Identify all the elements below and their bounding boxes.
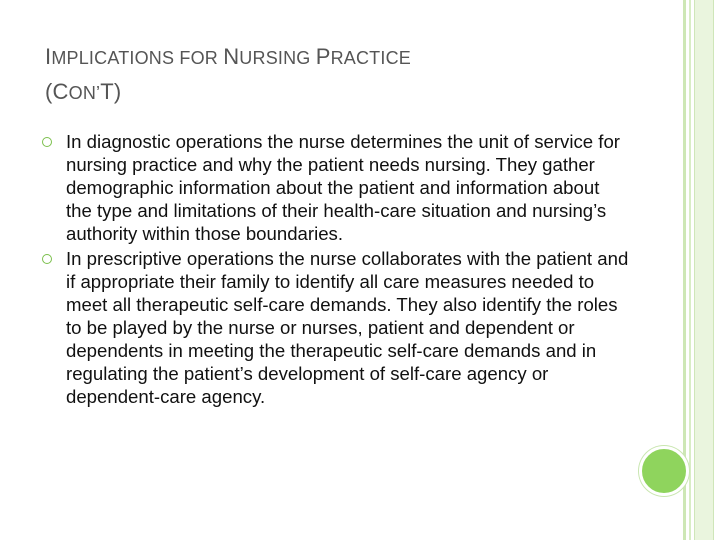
bullet-list: [40, 130, 630, 410]
title-line-1: [45, 40, 645, 75]
title-paren: ): [113, 79, 122, 104]
title-paren: (: [45, 79, 53, 104]
decorative-bar: [689, 0, 691, 540]
title-cap: T: [100, 79, 114, 104]
title-text: MPLICATIONS FOR: [51, 48, 224, 68]
title-text: RACTICE: [330, 48, 411, 68]
title-cap: C: [52, 79, 69, 104]
list-item: [40, 130, 630, 245]
title-line-2: [45, 75, 645, 110]
title-cap: I: [45, 44, 52, 69]
bullet-circle-icon: [42, 254, 52, 264]
title-text: URSING: [239, 48, 316, 68]
list-item: [40, 247, 630, 408]
green-circle-decoration: [639, 446, 689, 496]
slide-title: [45, 40, 645, 110]
decorative-bar: [694, 0, 714, 540]
bullet-text: In diagnostic operations the nurse determines the unit of service for nursing practice and why the patient needs nursing. They gather demographic information about the patient and information about the type and limitations of their health-care situation and nursing’s authority within those boundaries.: [66, 131, 620, 244]
title-cap: N: [223, 44, 240, 69]
bullet-text: In prescriptive operations the nurse collaborates with the patient and if appropriate their family to identify all care measures needed to meet all therapeutic self-care demands. They also identify the roles to be played by the nurse or nurses, patient and dependent or dependents in meeting the therapeutic self-care demands and in regulating the patient’s development of self-care agency or dependent-care agency.: [66, 248, 629, 407]
title-cap: P: [315, 44, 331, 69]
title-text: ON’: [68, 83, 101, 103]
bullet-circle-icon: [42, 137, 52, 147]
